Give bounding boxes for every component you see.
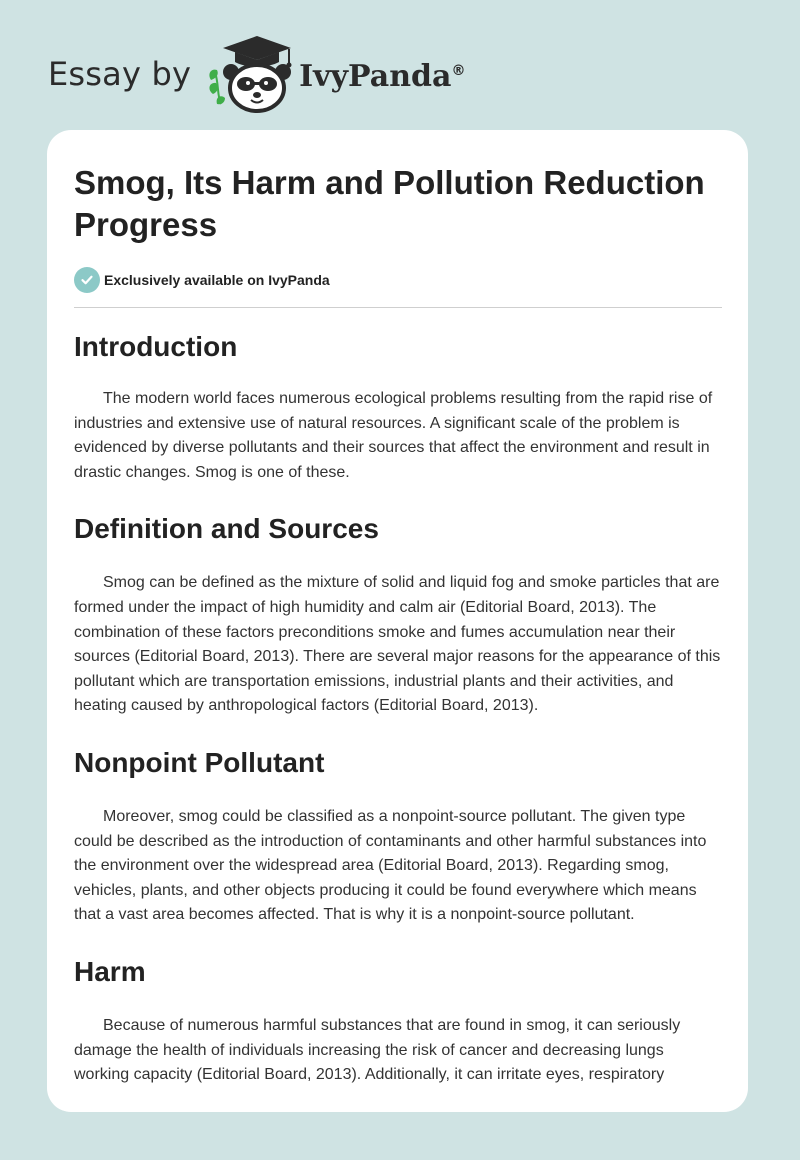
section-heading: Nonpoint Pollutant: [74, 746, 325, 778]
section-definition-and-sources: [74, 512, 722, 719]
check-circle-icon: [74, 267, 100, 293]
essay-content: [74, 162, 722, 1088]
section-nonpoint-pollutant: [74, 746, 722, 928]
essay-card: [47, 130, 748, 1112]
section-heading: Harm: [74, 955, 146, 987]
exclusive-label: Exclusively available on IvyPanda: [104, 272, 330, 288]
essay-title: Smog, Its Harm and Pollution Reduction Progress: [74, 164, 705, 243]
section-heading: Introduction: [74, 331, 238, 362]
section-paragraph: Smog can be defined as the mixture of solid and liquid fog and smoke particles that are formed under the impact of high humidity and calm air (Editorial Board, 2013). The combination of these factors preconditions smoke and fumes accumulation near their sources (Editorial Board, 2013). There are several major reasons for the appearance of this pollutant which are transportation emissions, industrial plants and their activities, and heating caused by anthropological factors (Editorial Board, 2013).: [74, 574, 721, 715]
brand-prefix: Essay by: [48, 55, 192, 93]
section-harm: [74, 955, 722, 1088]
brand-header: [48, 34, 465, 114]
exclusive-badge: [74, 265, 722, 295]
registered-mark: ®: [451, 62, 466, 79]
section-paragraph: Moreover, smog could be classified as a nonpoint-source pollutant. The given type could be described as the introduction of contaminants and other harmful substances into the environment over the widespread area (Editorial Board, 2013). Regarding smog, vehicles, plants, and other objects producing it could be found everywhere which means that a vast area becomes affected. That is why it is a nonpoint-source pollutant.: [74, 807, 707, 924]
section-paragraph: Because of numerous harmful substances that are found in smog, it can seriously damage the health of individuals increasing the risk of cancer and decreasing lungs working capacity (Editorial Board, 2013). Additionally, it can irritate eyes, respiratory: [74, 1016, 681, 1084]
section-heading: Definition and Sources: [74, 513, 379, 545]
section-paragraph: The modern world faces numerous ecological problems resulting from the rapid rise of industries and extensive use of natural resources. A significant scale of the problem is evidenced by diverse pollutants and their sources that affect the environment and result in drastic changes. Smog is one of these.: [74, 390, 713, 481]
panda-graduate-logo-icon[interactable]: [205, 34, 297, 114]
title-divider: [74, 307, 722, 308]
brand-name[interactable]: IvyPanda®: [299, 58, 466, 94]
section-introduction: [74, 330, 722, 485]
